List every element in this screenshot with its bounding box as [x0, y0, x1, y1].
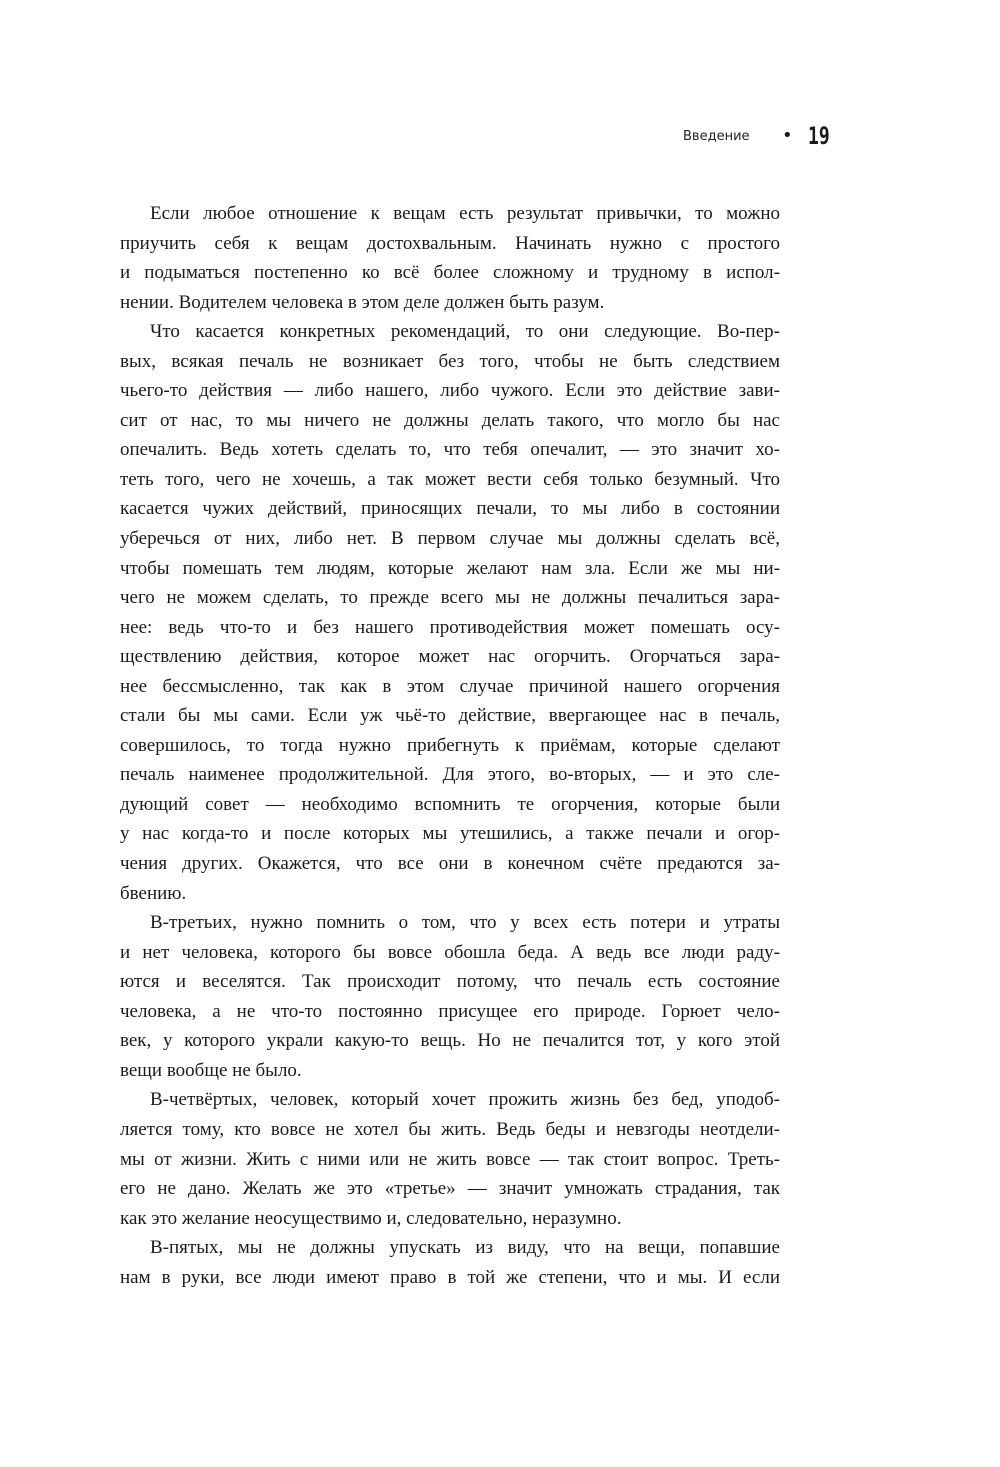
text-line: нее: ведь что-то и без нашего противодействия может помешать осу- [120, 616, 780, 638]
paragraph [120, 908, 780, 1085]
text-line: век, у которого украли какую-то вещь. Но не печалится тот, у кого этой [120, 1030, 780, 1052]
text-line: теть того, чего не хочешь, а так может вести себя только безумный. Что [120, 468, 780, 490]
text-line: В-третьих, нужно помнить о том, что у всех есть потери и утраты [150, 912, 780, 934]
paragraph [120, 199, 780, 317]
text-line: опечалить. Ведь хотеть сделать то, что тебя опечалит, — это значит хо- [120, 439, 780, 461]
body-text [120, 199, 780, 1292]
text-line: как это желание неосуществимо и, следовательно, неразумно. [120, 1207, 622, 1229]
text-line: человека, а не что-то постоянно присущее его природе. Горюет чело- [120, 1000, 780, 1022]
text-line: Что касается конкретных рекомендаций, то они следующие. Во-пер- [150, 321, 780, 343]
text-line: касается чужих действий, приносящих печали, то мы либо в состоянии [120, 498, 780, 520]
page-number: 19 [808, 122, 830, 150]
paragraph [120, 317, 780, 908]
text-line: чего не можем сделать, то прежде всего мы не должны печалиться зара- [120, 587, 780, 609]
text-line: нее бессмысленно, так как в этом случае причиной нашего огорчения [120, 675, 780, 697]
text-line: чения других. Окажется, что все они в конечном счёте предаются за- [120, 853, 780, 875]
text-line: бвению. [120, 882, 187, 904]
text-line: чтобы помешать тем людям, которые желают нам зла. Если же мы ни- [120, 557, 780, 579]
text-line: мы от жизни. Жить с ними или не жить вовсе — так стоит вопрос. Треть- [120, 1148, 780, 1170]
text-line: вых, всякая печаль не возникает без того, чтобы не быть следствием [120, 350, 780, 372]
section-title: Введение [683, 129, 750, 144]
text-line: Если любое отношение к вещам есть результат привычки, то можно [150, 203, 780, 224]
text-line: приучить себя к вещам достохвальным. Начинать нужно с простого [120, 232, 780, 254]
text-line: у нас когда-то и после которых мы утешились, а также печали и огор- [120, 823, 780, 845]
text-line: вещи вообще не было. [120, 1059, 302, 1081]
text-line: уберечься от них, либо нет. В первом случае мы должны сделать всё, [120, 528, 780, 550]
text-line: чьего-то действия — либо нашего, либо чужого. Если это действие зави- [120, 380, 780, 402]
text-line: ществлению действия, которое может нас огорчить. Огорчаться зара- [120, 646, 780, 668]
text-line: дующий совет — необходимо вспомнить те огорчения, которые были [120, 793, 780, 815]
text-line: и подыматься постепенно ко всё более сложному и трудному в испол- [120, 262, 780, 284]
bullet-separator: • [782, 125, 793, 146]
text-line: стали бы мы сами. Если уж чьё-то действие, ввергающее нас в печаль, [120, 705, 780, 727]
text-line: ются и веселятся. Так происходит потому, что печаль есть состояние [120, 971, 780, 993]
running-header [600, 124, 832, 154]
text-line: нении. Водителем человека в этом деле должен быть разум. [120, 291, 605, 313]
text-line: совершилось, то тогда нужно прибегнуть к приёмам, которые сделают [120, 734, 780, 756]
text-line: В-пятых, мы не должны упускать из виду, что на вещи, попавшие [150, 1237, 780, 1259]
text-line: ляется тому, кто вовсе не хотел бы жить. Ведь беды и невзгоды неотдели- [120, 1118, 780, 1140]
paragraph [120, 1233, 780, 1292]
text-line: и нет человека, которого бы вовсе обошла беда. А ведь все люди раду- [120, 941, 780, 963]
text-line: сит от нас, то мы ничего не должны делать такого, что могло бы нас [120, 409, 780, 431]
text-line: В-четвёртых, человек, который хочет прожить жизнь без бед, уподоб- [150, 1089, 780, 1111]
text-line: печаль наименее продолжительной. Для этого, во-вторых, — и это сле- [120, 764, 780, 786]
text-line: его не дано. Желать же это «третье» — значит умножать страдания, так [120, 1178, 780, 1200]
text-line: нам в руки, все люди имеют право в той же степени, что и мы. И если [120, 1266, 780, 1288]
paragraph [120, 1085, 780, 1233]
